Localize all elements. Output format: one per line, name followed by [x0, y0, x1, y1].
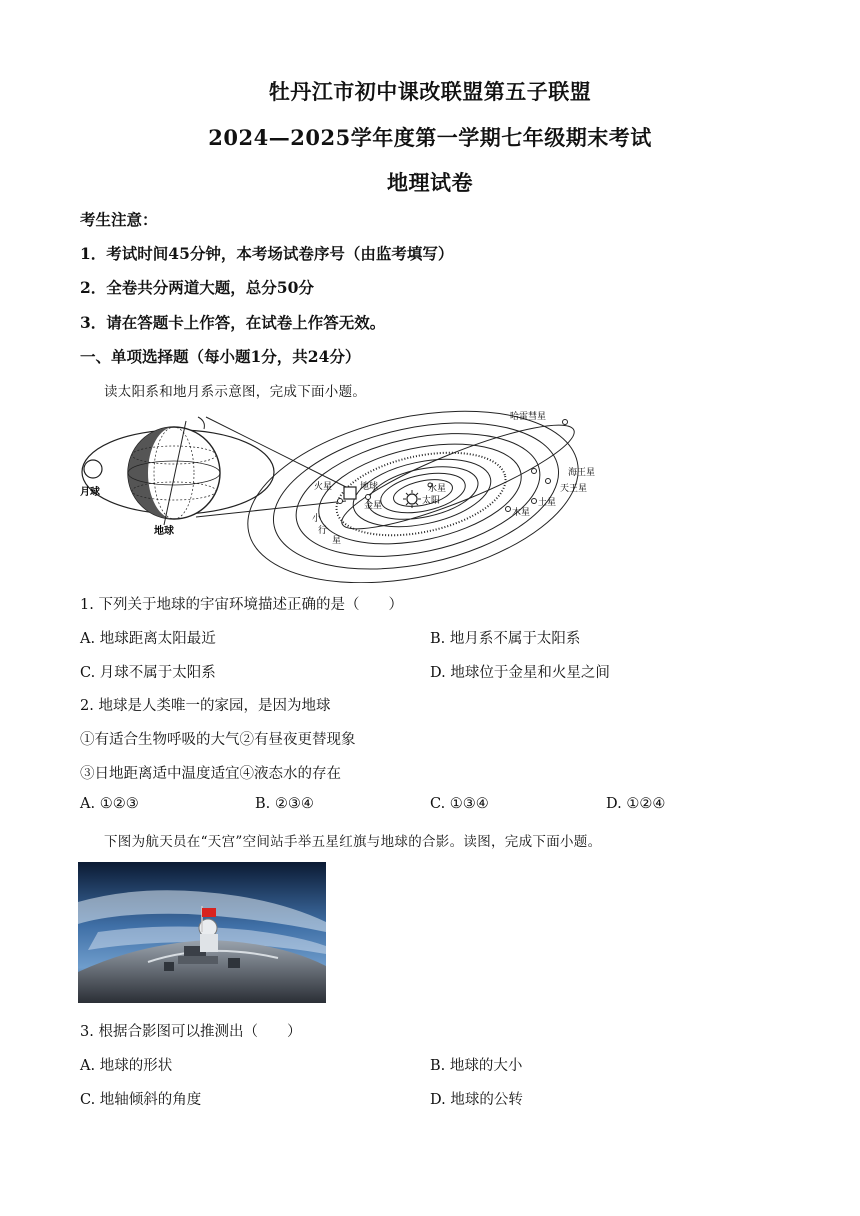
q1-stem: 1. 下列关于地球的宇宙环境描述正确的是（ ） [80, 597, 403, 613]
halley-label: 哈雷彗星 [510, 412, 547, 422]
section-1-heading: 一、单项选择题（每小题1分，共24分） [80, 347, 361, 366]
q2-statements-1: ①有适合生物呼吸的大气②有昼夜更替现象 [80, 732, 356, 748]
group-1-intro: 读太阳系和地月系示意图，完成下面小题。 [104, 384, 367, 400]
group-2-intro: 下图为航天员在“天宫”空间站手举五星红旗与地球的合影。读图，完成下面小题。 [104, 834, 602, 850]
halley-comet-icon [563, 420, 568, 425]
sun-label: 太阳 [422, 496, 441, 506]
asteroid-label-3: 星 [332, 536, 342, 546]
q2-option-a: A. ①②③ [80, 796, 139, 812]
exam-subject-title: 地理试卷 [387, 170, 473, 195]
q3-option-a: A. 地球的形状 [80, 1058, 173, 1074]
earth-orbit-label: 地球 [360, 482, 379, 492]
notice-item-2: 2．全卷共分两道大题，总分50分 [80, 278, 314, 297]
q1-option-c: C. 月球不属于太阳系 [80, 665, 216, 681]
asteroid-label-1: 小 [312, 514, 322, 524]
red-flag-icon [202, 908, 216, 917]
q3-option-d: D. 地球的公转 [430, 1092, 523, 1108]
earth-label: 地球 [154, 526, 174, 537]
solar-system-diagram [78, 405, 608, 583]
venus-label: 金星 [364, 501, 383, 511]
saturn-icon [532, 499, 537, 504]
q2-option-b: B. ②③④ [255, 796, 314, 812]
sun-icon [403, 490, 421, 508]
q2-stem: 2. 地球是人类唯一的家园，是因为地球 [80, 698, 331, 714]
exam-title-line2: 2024—2025学年度第一学期七年级期末考试 [208, 125, 652, 150]
jupiter-icon [506, 507, 511, 512]
neptune-icon [546, 479, 551, 484]
q2-option-c: C. ①③④ [430, 796, 489, 812]
mars-icon [338, 499, 343, 504]
q3-stem: 3. 根据合影图可以推测出（ ） [80, 1024, 302, 1040]
neptune-label: 海王星 [568, 468, 596, 478]
notice-heading: 考生注意： [80, 210, 158, 229]
jupiter-label: 木星 [512, 508, 531, 518]
venus-icon [366, 495, 371, 500]
q3-option-b: B. 地球的大小 [430, 1058, 523, 1074]
q2-statements-2: ③日地距离适中温度适宜④液态水的存在 [80, 766, 341, 782]
uranus-icon [532, 469, 537, 474]
exam-title-line1: 牡丹江市初中课改联盟第五子联盟 [268, 79, 592, 104]
q1-option-b: B. 地月系不属于太阳系 [430, 631, 581, 647]
moon-icon [84, 460, 102, 478]
q1-option-d: D. 地球位于金星和火星之间 [430, 665, 610, 681]
saturn-label: 土星 [538, 498, 557, 508]
q2-option-d: D. ①②④ [606, 796, 666, 812]
q3-option-c: C. 地轴倾斜的角度 [80, 1092, 202, 1108]
mercury-label: 水星 [428, 484, 447, 494]
uranus-label: 天王星 [560, 484, 588, 494]
mars-label: 火星 [314, 482, 333, 492]
q1-option-a: A. 地球距离太阳最近 [80, 631, 216, 647]
notice-item-3: 3．请在答题卡上作答，在试卷上作答无效。 [80, 313, 386, 332]
moon-label: 月球 [80, 487, 100, 498]
asteroid-label-2: 行 [318, 526, 328, 536]
notice-item-1: 1．考试时间45分钟，本考场试卷序号（由监考填写） [80, 244, 454, 263]
astronaut-photo [78, 862, 326, 1003]
